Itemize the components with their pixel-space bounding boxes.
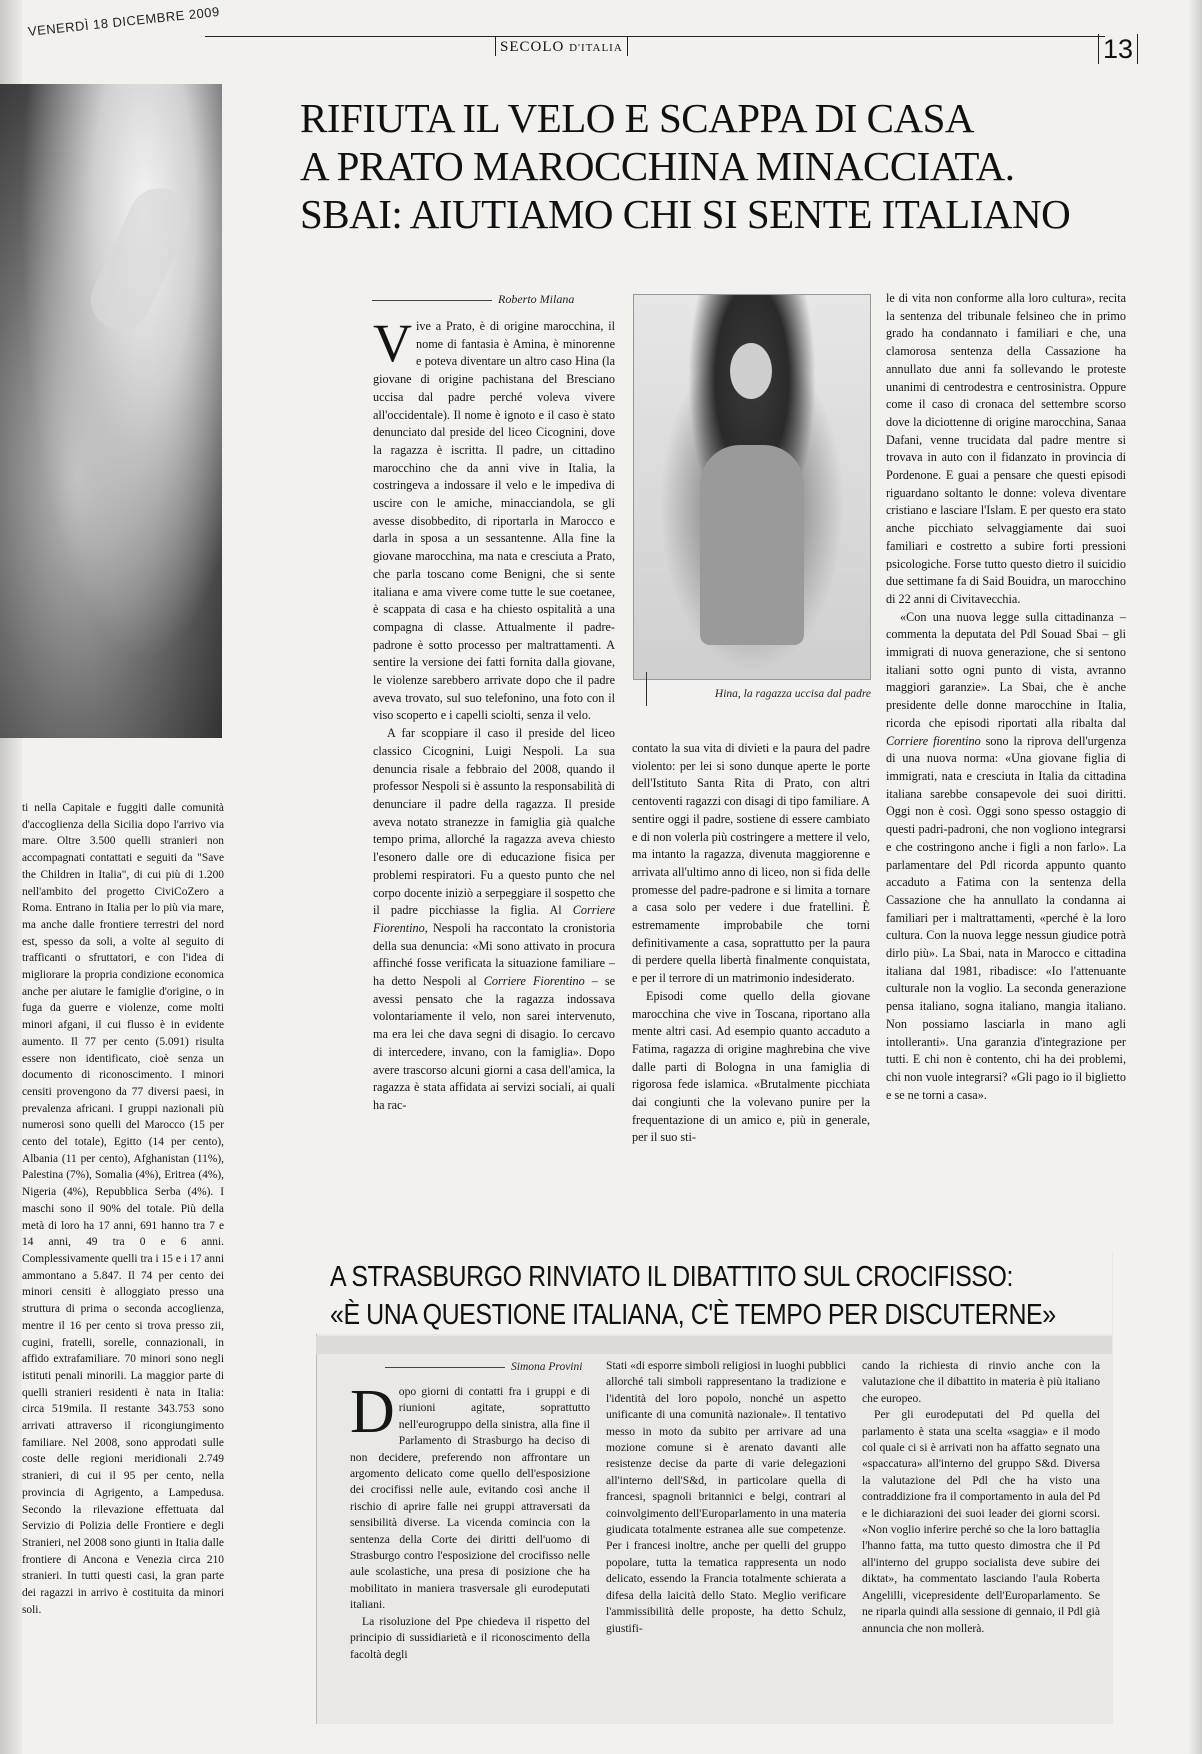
crocifisso-headline xyxy=(330,1258,1056,1334)
crocifisso-col3-para-1: cando la richiesta di rinvio anche con la valutazione che il dibattito in materia è più italiano che europeo. xyxy=(862,1359,1100,1405)
photo-figure-face xyxy=(730,343,772,399)
photo-caption: Hina, la ragazza uccisa dal padre xyxy=(714,688,871,700)
page-number: 13 xyxy=(1098,34,1138,64)
main-col2-para-1: contato la sua vita di divieti e la paura del padre violento: per lei si sono dunque aperte le porte dell'Istituto Santa Rita di Prato, con altri centoventi ragazzi con disagi di tipo familiare. A sentire oggi il padre, sostiene di essere cambiato e di non volerla più costringere a mettere il velo, ma intanto la ragazza, divenuta maggiorenne e arrivata all'ultimo anno di liceo, non si fida delle promesse del padre-padrone e si limita a tornare a casa solo per vedere i due fratellini. È estremamente improbabile che torni definitivamente a casa, soprattutto per la paura di perdere quella libertà finalmente conquistata, e per il terrore di un matrimonio indesiderato. xyxy=(632,741,870,986)
crocifisso-col1-text-1: opo giorni di contatti fra i gruppi e di riunioni agitate, soprattutto nell'eurogruppo della sinistra, alla fine il Parlamento di Strasburgo ha deciso di non decidere, preferendo non affrontare un argomento delicato come quello dell'esposizione dei crocifissi nelle aule, evitando così anche il rischio di aprire falle nei gruppi attraversati da sensibilità diverse. La vicenda comincia con la sentenza della Corte dei diritti dell'uomo di Strasburgo contro l'esposizione del crocifisso nelle aule scolastiche, una presa di posizione che ha mobilitato in maniera trasversale gli eurodeputati italiani. xyxy=(350,1385,590,1612)
headline-line-3: SBAI: AIUTIAMO CHI SI SENTE ITALIANO xyxy=(300,191,1071,237)
crocifisso-col1-para-2: La risoluzione del Ppe chiedeva il rispetto del principio di sussidiarietà e il riconoscimento della facoltà degli xyxy=(350,1614,590,1661)
main-col1-text-2: A far scoppiare il caso il preside del liceo classico Cicognini, Luigi Nespoli. La sua denuncia risale a febbraio del 2008, quando il professor Nespoli si è assunto la responsabilità di denunciare il padre della ragazza. Il preside aveva notato stranezze in famiglia già qualche tempo prima, allorché la ragazza aveva chiesto l'esonero dalle ore di educazione fisica per problemi respiratori. Fu a questo punto che nel corpo docente iniziò a serpeggiare il sospetto che il padre picchiasse la figlia. Al xyxy=(373,726,615,918)
crocifisso-col3-para-2: Per gli eurodeputati del Pd quella del parlamento è stata una scelta «saggia» e il modo col quale ci si è arrivati non ha affatto segnato una «spaccatura» all'interno del gruppo S&d. Diversa la valutazione del Pdl che ha visto una contraddizione fra il comportamento in aula del Pd e le dichiarazioni dei suoi leader dei giorni scorsi. «Non voglio inferire perché so che la loro battaglia l'hanno fatta, ma tutto questo dimostra che il Pd all'interno del gruppo socialista deve subire dei diktat», ha commentato lasciando l'aula Roberta Angelilli, vicepresidente dell'Europarlamento. Se ne riparla quindi alla sessione di gennaio, il Pdl già annuncia che non mollerà. xyxy=(862,1408,1100,1635)
crocifisso-byline-author: Simona Provini xyxy=(511,1361,583,1373)
crocifisso-column-3 xyxy=(862,1358,1100,1718)
left-column-text: ti nella Capitale e fuggiti dalle comunità d'accoglienza della Sicilia dopo l'arrivo via mare. Oltre 3.500 quelli stranieri non accompagnati contattati e seguiti da "Save the Children in Italia", di cui più di 1.200 nell'ambito del progetto CiviCoZero a Roma. Entrano in Italia per lo più via mare, ma anche dalle frontiere terrestri del nord est, spesso da soli, a volte al seguito di trafficanti o sfruttatori, e con l'idea di migliorare la propria condizione economica anche per aiutare le famiglie d'origine, o in fuga da guerre e violenze, come molti minori afgani, il cui flusso è in evidente aumento. Il 77 per cento (5.091) risulta essere non identificato, cioè senza un documento di riconoscimento. I minori censiti provengono da 77 diversi paesi, in prevalenza africani. I gruppi nazionali più numerosi sono quelli del Marocco (15 per cento del totale), Egitto (14 per cento), Albania (11 per cento), Afghanistan (11%), Palestina (7%), Somalia (4%), Eritrea (4%), Nigeria (4%), Repubblica Serba (4%). I maschi sono il 90% del totale. Più della metà di loro ha 17 anni, 691 hanno tra 7 e 14 anni, 49 tra 0 e 6 anni. Complessivamente quelli tra i 15 e i 17 anni ammontano a 5.847. Il 74 per cento dei minori censiti è alloggiato presso una struttura di prima o seconda accoglienza, mentre il 16 per cento si trova presso zii, cugini, fratelli, sorelle, connazionali, in affido extrafamiliare. 70 minori sono negli istituti penali minorili. La maggior parte di quelli stranieri residenti è nata in Italia: circa 519mila. Il restante 343.753 sono arrivati attraverso il ricongiungimento familiare. Nel 2008, sono approdati sulle coste delle regioni meridionali 2.749 stranieri, di cui il 95 per cento, nella provincia di Agrigento, a Lampedusa. Secondo la rilevazione effettuata dal Servizio di Polizia delle Frontiere e degli Stranieri, nel 2008 sono giunti in Italia dalle frontiere di Ancona e Venezia circa 210 stranieri. In tutti questi casi, la gran parte dei ragazzi in arrivo è costituita da minori soli. xyxy=(22,802,224,1616)
photo-figure-body xyxy=(700,445,804,645)
main-article-column-1 xyxy=(373,313,616,1188)
crocifisso-column-2 xyxy=(606,1358,846,1718)
issue-date: VENERDÌ 18 DICEMBRE 2009 xyxy=(27,3,221,39)
main-col1-text-4: – se avessi pensato che la ragazza indossava volontariamente il velo, non sarei intervenuto, ma era lei che dava segni di disagio. Io cercavo di intercedere, invano, con la famiglia». Dopo avere trascorso alcuni giorni a casa dell'amica, la ragazza è stata affidata ai servizi sociali, ai quali ha rac- xyxy=(373,974,616,1112)
main-col3-text-2: «Con una nuova legge sulla cittadinanza – commenta la deputata del Pdl Souad Sbai – gli immigrati di nuova generazione, che si sentono italiani sotto ogni punto di vista, avranno maggiori garanzie». La Sbai, che è anche presidente delle donne marocchine in Italia, ricorda che episodi riportati alla ribalta dal xyxy=(886,609,1126,730)
main-col1-text-3: , Nespoli ha raccontato la cronistoria della sua denuncia: «Mi sono attivato in procura affinché fosse verificata la situazione familiare – ha detto Nespoli al xyxy=(373,920,615,989)
hina-photo xyxy=(633,294,871,680)
photo-hand-shape xyxy=(81,178,199,339)
main-col1-para-2 xyxy=(373,725,615,1114)
caption-rule xyxy=(646,672,647,706)
left-photo xyxy=(0,84,222,738)
main-col3-text-3: sono la riprova dell'urgenza di una nuova norma: «Una giovane figlia di immigrati, nata e cresciuta in Italia da cittadina italiana sarebbe consapevole dei suoi diritti. Oggi non è così. Oggi sono spesso ostaggio di questi padri-padroni, che non vogliono integrarsi e che costringono anche i figli a non farlo». La parlamentare del Pdl ricorda appunto quanto accaduto a Fatima con la sentenza della Cassazione che ha annullato la condanna ai familiari per i maltrattamenti, «perché è la loro cultura. Con la nuova legge nessun giudice potrà dirlo più». La Sbai, nata in Marocco e cittadina italiana dal 1981, ribadisce: «Io l'attenuante culturale non la voglio. La seconda generazione pensa italiano, sogna italiano, mangia italiano. Non possiamo lasciarla in mano agli intolleranti». Una garanzia d'integrazione per tutti. E chi non è contento, chi ha dei problemi, chi non vuole integrarsi? «Gli pago io il biglietto e se ne torni a casa». xyxy=(886,733,1127,1102)
main-dropcap: V xyxy=(373,313,412,373)
crocifisso-headline-line-2: «È UNA QUESTIONE ITALIANA, C'È TEMPO PER DISCUTERNE» xyxy=(330,1299,1056,1331)
main-col3-em: Corriere fiorentino xyxy=(886,733,981,748)
crocifisso-column-1 xyxy=(350,1378,590,1714)
main-col1-em-1: Corriere Fiorentino xyxy=(373,903,616,935)
newspaper-name-small: D'ITALIA xyxy=(569,42,623,54)
newspaper-name xyxy=(495,36,628,56)
main-col1-em-2: Corriere Fiorentino xyxy=(483,974,585,989)
crocifisso-col2-para-1: Stati «di esporre simboli religiosi in luoghi pubblici allorché tali simboli rappresentano la tradizione e l'identità del loro popolo, nonché un aspetto unificante di una comunità nazionale». Il tentativo messo in moto da subito per arrivare ad una mozione comune si è arenato davanti alle resistenze decise da parte di varie delegazioni all'interno dell'S&d, in particolare quella di francesi, spagnoli britannici e belgi, contrari al coinvolgimento dell'Europarlamento in una materia giudicata totalmente estranea alle sue competenze. Per i francesi inoltre, anche per quelli del gruppo popolare, tutta la tematica rappresenta un nodo delicato, essendo la Francia totalmente schierata a difesa della laicità dello Stato. Meglio verificare l'ammissibilità delle proposte, ha detto Schulz, giustifi- xyxy=(606,1359,846,1635)
page-edge-shadow xyxy=(1188,0,1202,1754)
main-col1-text-1: ive a Prato, è di origine marocchina, il nome di fantasia è Amina, è minorenne e poteva diventare un altro caso Hina (la giovane di origine pachistana del Bresciano uccisa dal padre perché voleva vivere all'occidentale). Il nome è ignoto e il caso è stato denunciato dal preside del liceo Cicognini, dove la ragazza è iscritta. Il padre, un cittadino marocchino che da anni vive in Italia, la costringeva a indossare il velo e le impediva di uscire con le amiche, minacciandola, se gli avesse disobbedito, di riportarla in Marocco e darla in sposa a un sessantenne. Alla fine la giovane marocchina, ma nata e cresciuta a Prato, che parla toscano come Benigni, che si sente italiana e ama vivere come tutte le sue coetanee, è scappata di casa e ha chiesto ospitalità a una compagna di classe. Attualmente il padre-padrone è sotto processo per maltrattamenti. A sentire la versione dei fatti fornita dalla giovane, le violenze sarebbero arrivate dopo che il padre aveva trovato, sul suo telefonino, una foto con il viso scoperto e i capelli sciolti, senza il velo. xyxy=(373,319,615,723)
crocifisso-headline-line-1: A STRASBURGO RINVIATO IL DIBATTITO SUL CROCIFISSO: xyxy=(330,1261,1013,1293)
newspaper-name-main: SECOLO xyxy=(500,39,565,55)
main-col3-para-1: le di vita non conforme alla loro cultura», recita la sentenza del tribunale felsineo che in primo grado ha condannato i familiari e che, una clamorosa sentenza della Cassazione ha annullato due anni fa sollevando le proteste unanimi di centrodestra e centrosinistra. Oppure come il caso di cronaca del settembre scorso dove la diciottenne di origine marocchina, Sanaa Dafani, venne trucidata dal padre mentre si trovava in auto con il fidanzato in provincia di Pordenone. E guai a pensare che questi episodi riguardano soltanto le donne: voleva diventare cristiano e lasciare l'Islam. E per questo era stato anche picchiato selvaggiamente dai suoi familiari e costretto a subire forti pressioni psicologiche. Forse tutto questo dietro il suicidio due settimane fa di Said Bouidra, un marocchino di 22 anni di Civitavecchia. xyxy=(886,291,1126,606)
main-article-column-3 xyxy=(886,290,1126,1190)
crocifisso-dropcap: D xyxy=(350,1378,395,1446)
main-article-column-2 xyxy=(632,740,870,1188)
crocifisso-col1-para-1 xyxy=(350,1378,590,1614)
main-col1-para-1 xyxy=(373,313,615,725)
main-col3-para-2 xyxy=(886,609,1126,1105)
headline-line-2: A PRATO MAROCCHINA MINACCIATA. xyxy=(300,143,1015,189)
main-col2-para-2: Episodi come quello della giovane marocchina che vive in Toscana, riportano alla mente altri casi. Ad esempio quanto accaduto a Fatima, ragazza di origine maghrebina che vive dalle parti di Bologna in una famiglia di rigorosa fede islamica. «Brutalmente picchiata dai congiunti che la volevano punire per la frequentazione di un amico e, più in generale, per il suo sti- xyxy=(632,988,870,1145)
headline-line-1: RIFIUTA IL VELO E SCAPPA DI CASA xyxy=(300,95,975,141)
crocifisso-byline xyxy=(385,1361,582,1373)
main-byline xyxy=(372,292,574,307)
main-headline xyxy=(300,94,1150,238)
main-byline-author: Roberto Milana xyxy=(498,292,575,306)
crocifisso-byline-band xyxy=(316,1336,1112,1354)
header-rule xyxy=(205,36,1105,37)
